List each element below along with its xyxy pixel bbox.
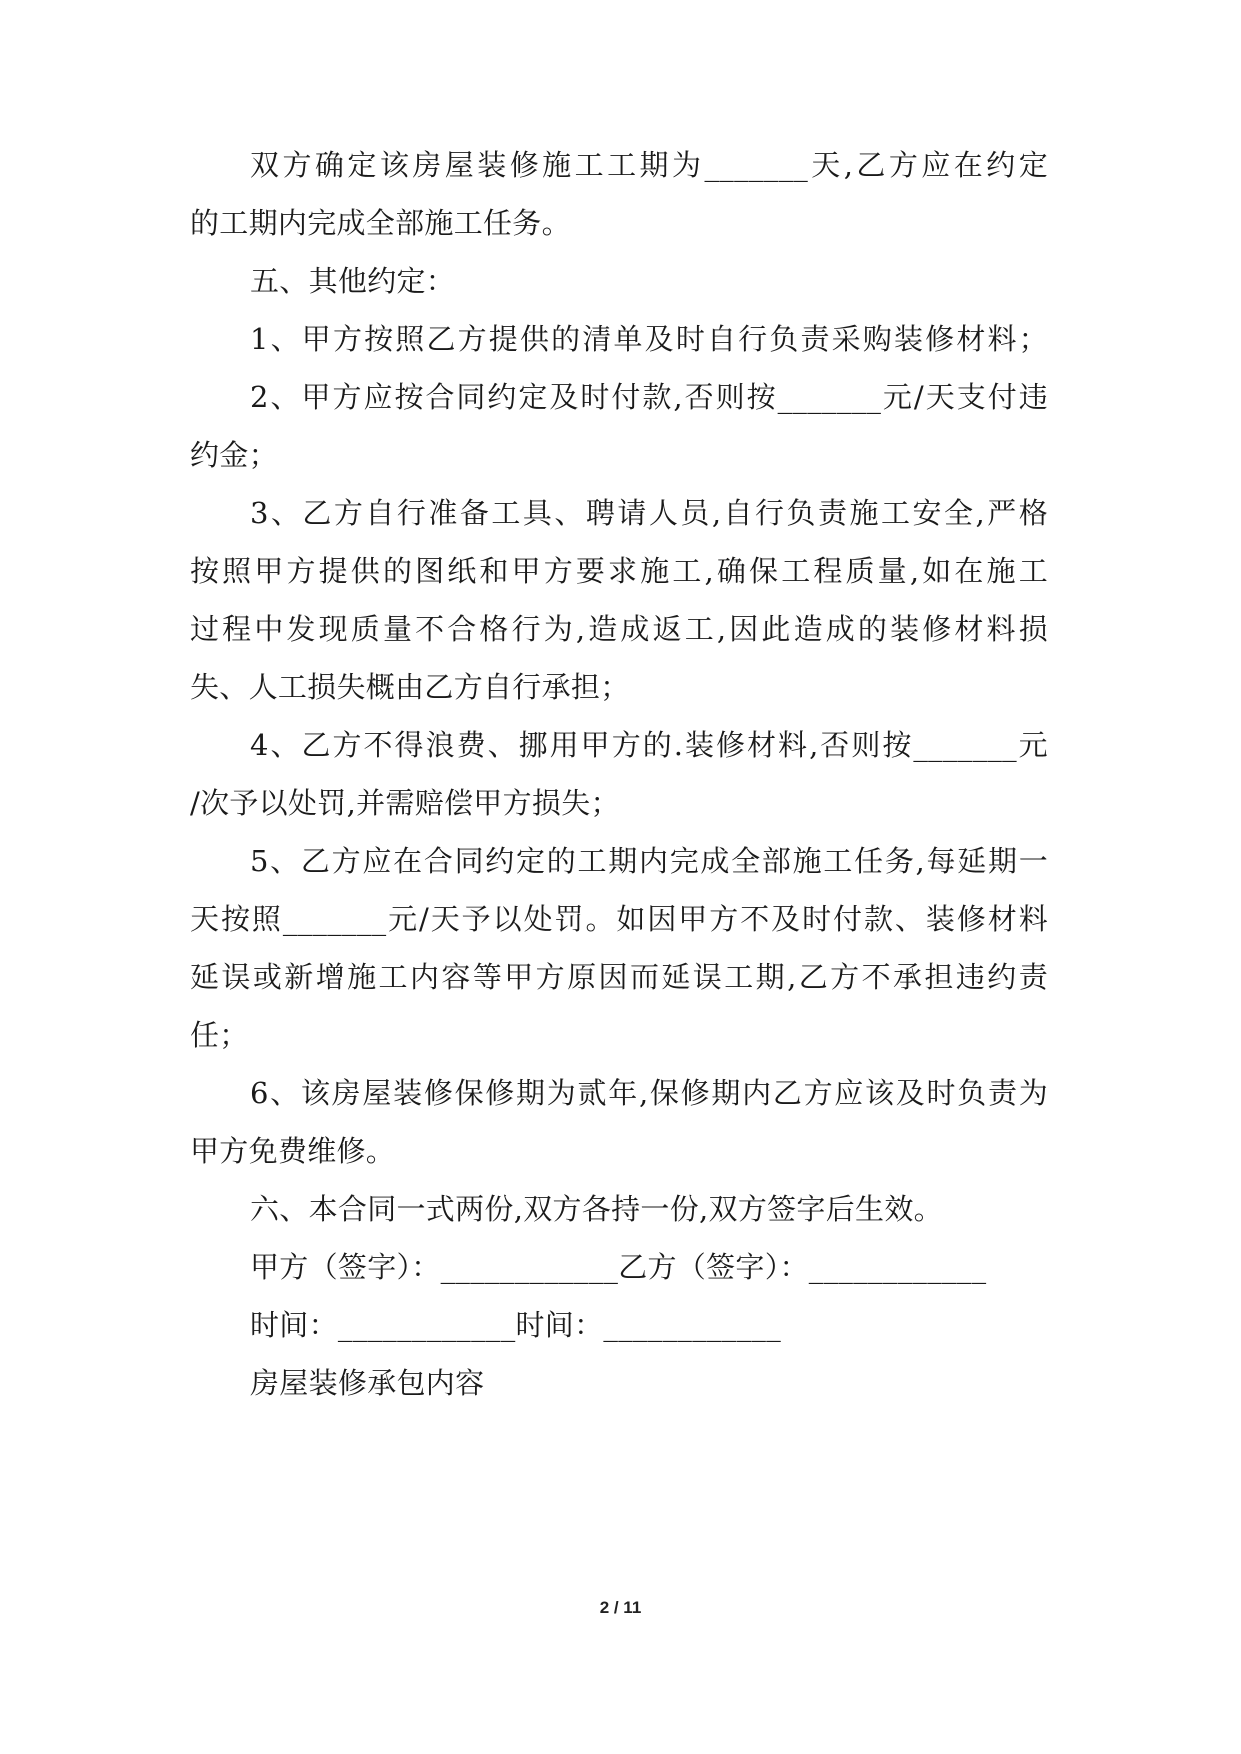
paragraph-line (190, 551, 1048, 591)
paragraph-line: 失、人工损失概由乙方自行承担； (190, 670, 630, 704)
line-text: 6、该房屋装修保修期为贰年,保修期内乙方应该及时负责为 (250, 1076, 1048, 1110)
date-line: 时间：____________时间：____________ (250, 1308, 781, 1342)
line-text: 天按照_______元/天予以处罚。如因甲方不及时付款、装修材料 (190, 902, 1048, 936)
line-text: 5、乙方应在合同约定的工期内完成全部施工任务,每延期一 (250, 844, 1048, 878)
line-text: 过程中发现质量不合格行为,造成返工,因此造成的装修材料损 (190, 612, 1048, 646)
line-text: 4、乙方不得浪费、挪用甲方的.装修材料,否则按_______元 (250, 728, 1048, 762)
paragraph-line: 任； (190, 1018, 249, 1052)
paragraph-line (250, 319, 1048, 359)
paragraph-line (250, 377, 1048, 417)
section-heading: 五、其他约定： (250, 264, 456, 298)
page-number: 2 / 11 (599, 1598, 642, 1617)
paragraph-line (250, 145, 1048, 185)
line-text: 1、甲方按照乙方提供的清单及时自行负责采购装修材料； (250, 322, 1048, 356)
section-heading: 房屋装修承包内容 (250, 1366, 485, 1400)
paragraph-line (190, 899, 1048, 939)
paragraph-line (190, 609, 1048, 649)
paragraph-line: /次予以处罚,并需赔偿甲方损失； (190, 786, 620, 820)
signature-line: 甲方（签字）：____________乙方（签字）：____________ (250, 1250, 987, 1284)
paragraph-line: 甲方免费维修。 (190, 1134, 396, 1168)
paragraph-line (250, 725, 1048, 765)
paragraph-line (250, 841, 1048, 881)
paragraph-line (250, 493, 1048, 533)
paragraph-line: 约金； (190, 438, 278, 472)
line-text: 3、乙方自行准备工具、聘请人员,自行负责施工安全,严格 (250, 496, 1048, 530)
paragraph-line: 的工期内完成全部施工任务。 (190, 206, 571, 240)
line-text: 按照甲方提供的图纸和甲方要求施工,确保工程质量,如在施工 (190, 554, 1048, 588)
line-text: 延误或新增施工内容等甲方原因而延误工期,乙方不承担违约责 (190, 960, 1048, 994)
paragraph-line (250, 1073, 1048, 1113)
line-text: 2、甲方应按合同约定及时付款,否则按_______元/天支付违 (250, 380, 1048, 414)
line-text: 双方确定该房屋装修施工工期为_______天,乙方应在约定 (250, 148, 1048, 182)
section-heading: 六、本合同一式两份,双方各持一份,双方签字后生效。 (250, 1192, 943, 1226)
paragraph-line (190, 957, 1048, 997)
